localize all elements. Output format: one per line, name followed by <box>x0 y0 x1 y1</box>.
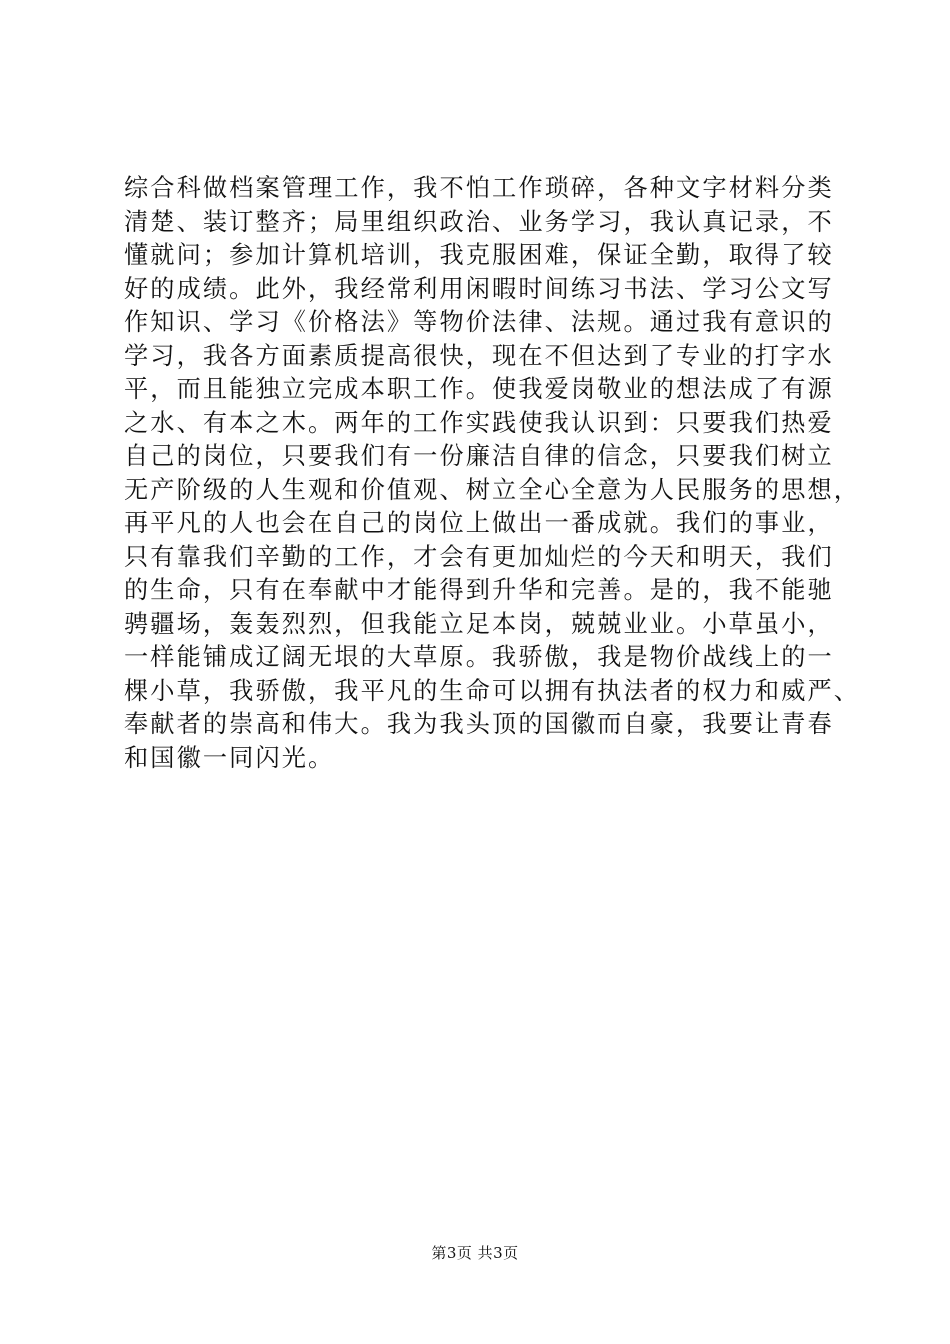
paragraph-line: 之水、有本之木。两年的工作实践使我认识到：只要我们热爱 <box>124 408 834 437</box>
paragraph-line: 棵小草，我骄傲，我平凡的生命可以拥有执法者的权力和威严、 <box>124 676 861 705</box>
paragraph-line: 作知识、学习《价格法》等物价法律、法规。通过我有意识的 <box>124 308 834 336</box>
page-number-footer: 第3页 共3页 <box>431 1244 519 1262</box>
paragraph-line: 清楚、装订整齐；局里组织政治、业务学习，我认真记录，不 <box>124 207 834 236</box>
paragraph-line: 平，而且能独立完成本职工作。使我爱岗敬业的想法成了有源 <box>124 375 834 403</box>
paragraph-line: 只有靠我们辛勤的工作，才会有更加灿烂的今天和明天，我们 <box>124 542 834 571</box>
paragraph-line: 学习，我各方面素质提高很快，现在不但达到了专业的打字水 <box>124 341 834 370</box>
paragraph-line: 懂就问；参加计算机培训，我克服困难，保证全勤，取得了较 <box>124 241 834 269</box>
paragraph-line: 和国徽一同闪光。 <box>124 743 335 772</box>
paragraph-line: 综合科做档案管理工作，我不怕工作琐碎，各种文字材料分类 <box>124 174 834 202</box>
paragraph-line: 自己的岗位，只要我们有一份廉洁自律的信念，只要我们树立 <box>124 442 834 470</box>
paragraph-line: 骋疆场，轰轰烈烈，但我能立足本岗，兢兢业业。小草虽小， <box>124 609 834 638</box>
paragraph-line: 的生命，只有在奉献中才能得到升华和完善。是的，我不能驰 <box>124 576 834 604</box>
paragraph-line: 再平凡的人也会在自己的岗位上做出一番成就。我们的事业， <box>124 509 834 537</box>
paragraph-line: 好的成绩。此外，我经常利用闲暇时间练习书法、学习公文写 <box>124 274 834 303</box>
paragraph-line: 无产阶级的人生观和价值观、树立全心全意为人民服务的思想， <box>124 475 861 504</box>
paragraph-line: 一样能铺成辽阔无垠的大草原。我骄傲，我是物价战线上的一 <box>124 643 834 671</box>
paragraph-line: 奉献者的崇高和伟大。我为我头顶的国徽而自豪，我要让青春 <box>124 710 834 738</box>
body-paragraph <box>124 172 861 775</box>
